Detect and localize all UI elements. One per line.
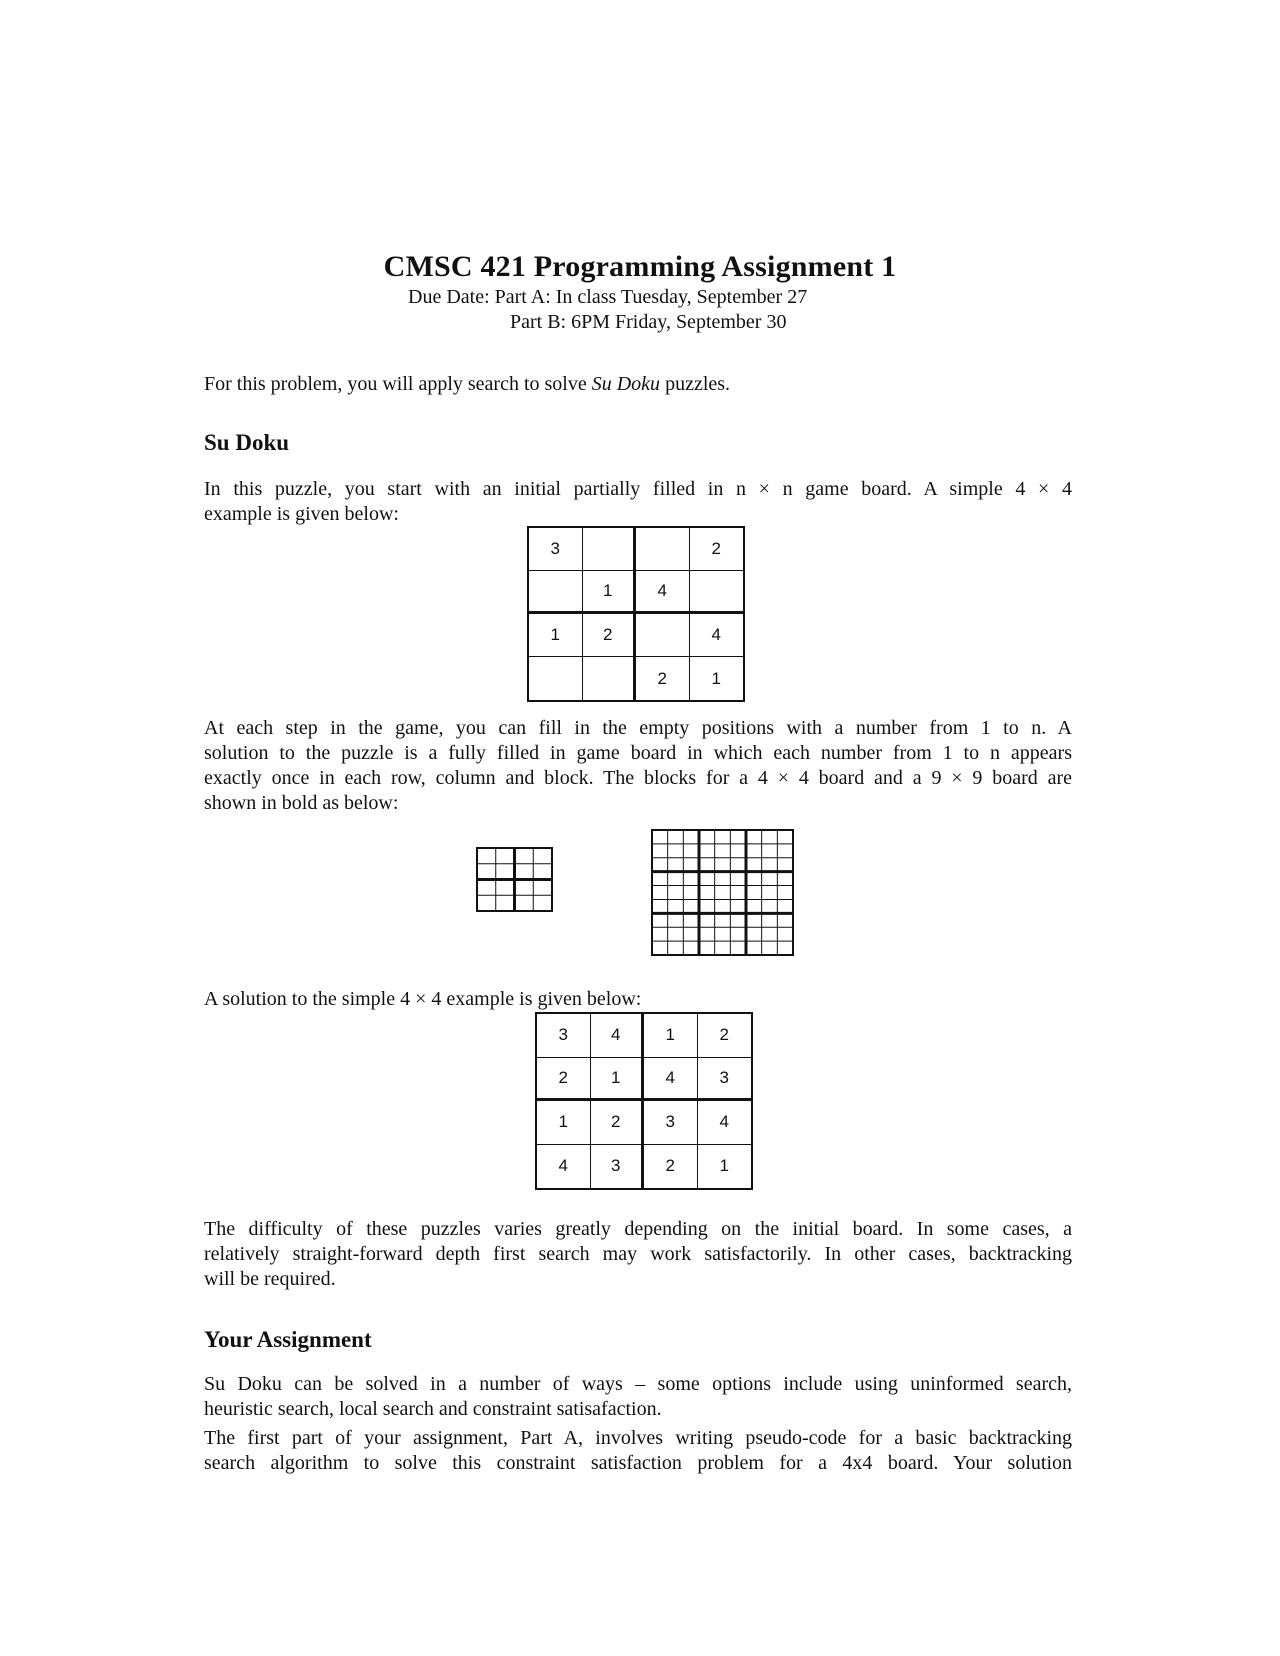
- board-cell: 3: [529, 528, 583, 571]
- board-cell: 1: [529, 614, 583, 657]
- intro-line: [204, 372, 1072, 397]
- intro-italic: Su Doku: [591, 373, 661, 395]
- board-cell: 1: [591, 1058, 645, 1102]
- sudoku-paragraph-2: [204, 716, 1072, 816]
- board-cell: 3: [537, 1014, 591, 1058]
- board-cell: [583, 528, 637, 571]
- board-cell: 3: [644, 1101, 698, 1145]
- paragraph-line: A solution to the simple 4 × 4 example is given below:: [204, 988, 642, 1010]
- board-cell: 1: [711, 668, 721, 688]
- paragraph-line: The first part of your assignment, Part A, involves writing pseudo-code for a basic backtracking: [204, 1427, 1072, 1449]
- sudoku-paragraph-1: [204, 477, 1072, 527]
- paragraph-line: relatively straight-forward depth first search may work satisfactorily. In other cases, backtracking: [204, 1243, 1072, 1265]
- paragraph-line: heuristic search, local search and constraint satisafaction.: [204, 1398, 662, 1420]
- paragraph-line: In this puzzle, you start with an initial partially filled in n × n game board. A simple 4 × 4: [204, 478, 1072, 500]
- due-date-part-b: Part B: 6PM Friday, September 30: [510, 311, 787, 333]
- board-cell: [583, 657, 637, 700]
- board-cell: 1: [644, 1014, 698, 1058]
- assignment-paragraph-2: [204, 1426, 1072, 1476]
- board-cell: 2: [583, 614, 637, 657]
- block-diagram-4x4: [476, 847, 554, 913]
- board-cell: 1: [719, 1156, 729, 1176]
- paragraph-line: exactly once in each row, column and block. The blocks for a 4 × 4 board and a 9 × 9 board are: [204, 767, 1072, 789]
- board-cell: 4: [644, 1058, 698, 1102]
- paragraph-line: example is given below:: [204, 503, 399, 525]
- board-cell: 2: [636, 657, 690, 700]
- intro-after: puzzles.: [660, 373, 731, 395]
- board-cell: [529, 657, 583, 700]
- section-heading-su-doku: Su Doku: [204, 430, 290, 455]
- board-cell: 1: [537, 1101, 591, 1145]
- board-cell: 2: [698, 1014, 752, 1058]
- grid-border: [652, 830, 793, 955]
- board-cell: 4: [537, 1145, 591, 1189]
- intro-paragraph: [204, 372, 1072, 397]
- board-cell: 4: [636, 571, 690, 614]
- board-cell: [636, 614, 690, 657]
- paragraph-line: At each step in the game, you can fill in the empty positions with a number from 1 to n. A: [204, 717, 1072, 739]
- paragraph-line: Su Doku can be solved in a number of ways – some options include using uninformed search,: [204, 1373, 1072, 1395]
- board-cell: [636, 528, 690, 571]
- paragraph-line: will be required.: [204, 1268, 336, 1290]
- board-cell: 4: [690, 614, 744, 657]
- due-date-part-a: Due Date: Part A: In class Tuesday, September 27: [408, 286, 808, 308]
- board-cell: [690, 571, 744, 614]
- paragraph-line: solution to the puzzle is a fully filled in game board in which each number from 1 to n appears: [204, 742, 1072, 764]
- board-cell: 3: [698, 1058, 752, 1102]
- board-cell: 2: [644, 1145, 698, 1189]
- assignment-paragraph-1: [204, 1372, 1072, 1422]
- board-cell: [529, 571, 583, 614]
- initial-board: [527, 526, 745, 702]
- sudoku-paragraph-3: [204, 1217, 1072, 1292]
- board-cell: 1: [583, 571, 637, 614]
- board-cell: 2: [591, 1101, 645, 1145]
- page-title: CMSC 421 Programming Assignment 1: [383, 250, 897, 283]
- section-heading-your-assignment: Your Assignment: [204, 1327, 372, 1352]
- board-cell: 4: [591, 1014, 645, 1058]
- block-diagram-9x9: [651, 829, 795, 957]
- paragraph-line: The difficulty of these puzzles varies greatly depending on the initial board. In some cases, a: [204, 1218, 1072, 1240]
- paragraph-line: shown in bold as below:: [204, 792, 399, 814]
- solution-board: [535, 1012, 753, 1190]
- paragraph-line: search algorithm to solve this constraint satisfaction problem for a 4x4 board. Your solution: [204, 1452, 1072, 1474]
- board-cell: 4: [698, 1101, 752, 1145]
- board-cell: 3: [591, 1145, 645, 1189]
- board-cell: 2: [537, 1058, 591, 1102]
- board-cell: 2: [690, 528, 744, 571]
- intro-before: For this problem, you will apply search to solve: [204, 373, 592, 395]
- solution-intro: [204, 987, 1072, 1012]
